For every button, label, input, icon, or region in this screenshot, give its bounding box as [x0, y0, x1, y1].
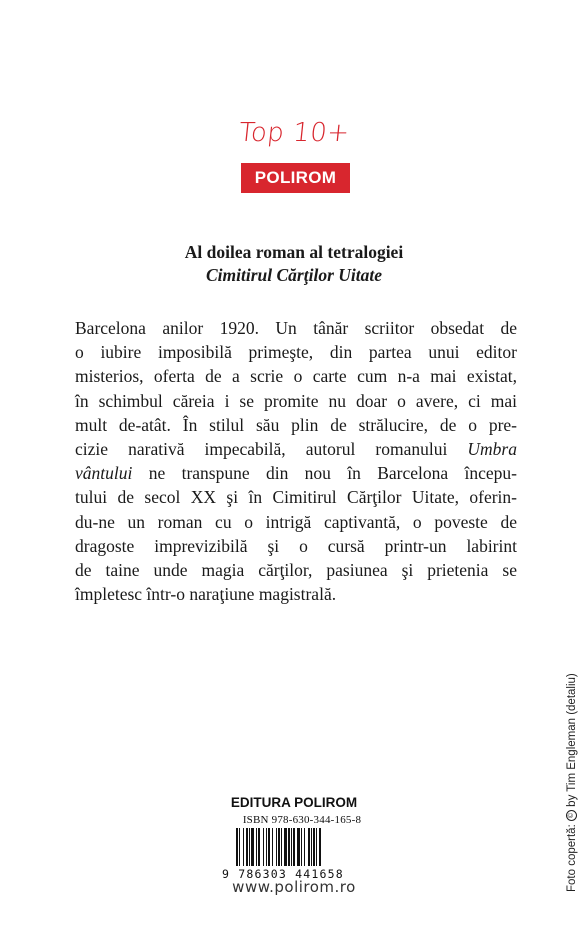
series-subtitle [0, 241, 588, 287]
website-link[interactable]: www.polirom.ro [232, 878, 356, 896]
book-title-italic: Umbra [467, 439, 517, 460]
blurb-line: o iubire imposibilă primeşte, din partea unui editor [75, 342, 517, 363]
blurb-text: ne transpune din nou în Barcelona începu- [132, 463, 517, 484]
blurb-line-with-title [75, 461, 517, 485]
photo-credit [566, 673, 578, 892]
blurb-line-with-title [75, 437, 517, 461]
subtitle-line-1: Al doilea roman al tetralogiei [184, 242, 404, 262]
barcode-digits: 9 786303 441658 [222, 867, 344, 881]
publisher-name: EDITURA POLIROM [230, 795, 358, 810]
publisher-badge: POLIROM [241, 163, 350, 193]
blurb-line: du-ne un roman cu o intrigă captivantă, o poveste de [75, 511, 517, 532]
blurb-line: mult de-atât. În stilul său plin de strălucire, de o pre- [75, 414, 517, 435]
series-logo: Top 10+ [237, 118, 352, 148]
blurb-line: Barcelona anilor 1920. Un tânăr scriitor obsedat de [75, 318, 517, 338]
credit-suffix: by Tim Engleman (detaliu) [566, 673, 578, 807]
blurb-line: tului de secol XX şi în Cimitirul Cărţilor Uitate, oferin- [75, 487, 517, 508]
credit-prefix: Foto copertă: [566, 824, 578, 892]
blurb-line: împletesc într-o naraţiune magistrală. [75, 584, 337, 605]
copyright-icon: © [566, 810, 577, 821]
blurb-text: cizie narativă impecabilă, autorul romanului [75, 439, 448, 460]
book-blurb [75, 316, 517, 606]
blurb-line: în schimbul căreia i se promite nu doar o avere, ci mai [75, 390, 517, 411]
subtitle-line-2: Cimitirul Cărţilor Uitate [205, 265, 382, 285]
blurb-line: dragoste imprevizibilă şi o cursă printr-un labirint [75, 535, 517, 556]
isbn-label: ISBN 978-630-344-165-8 [242, 814, 362, 826]
blurb-line: misterios, oferta de a scrie o carte cum n-a mai existat, [75, 366, 517, 387]
blurb-line: de taine unde magia cărţilor, pasiunea şi prietenia se [75, 560, 517, 581]
book-title-italic: vântului [75, 463, 133, 484]
